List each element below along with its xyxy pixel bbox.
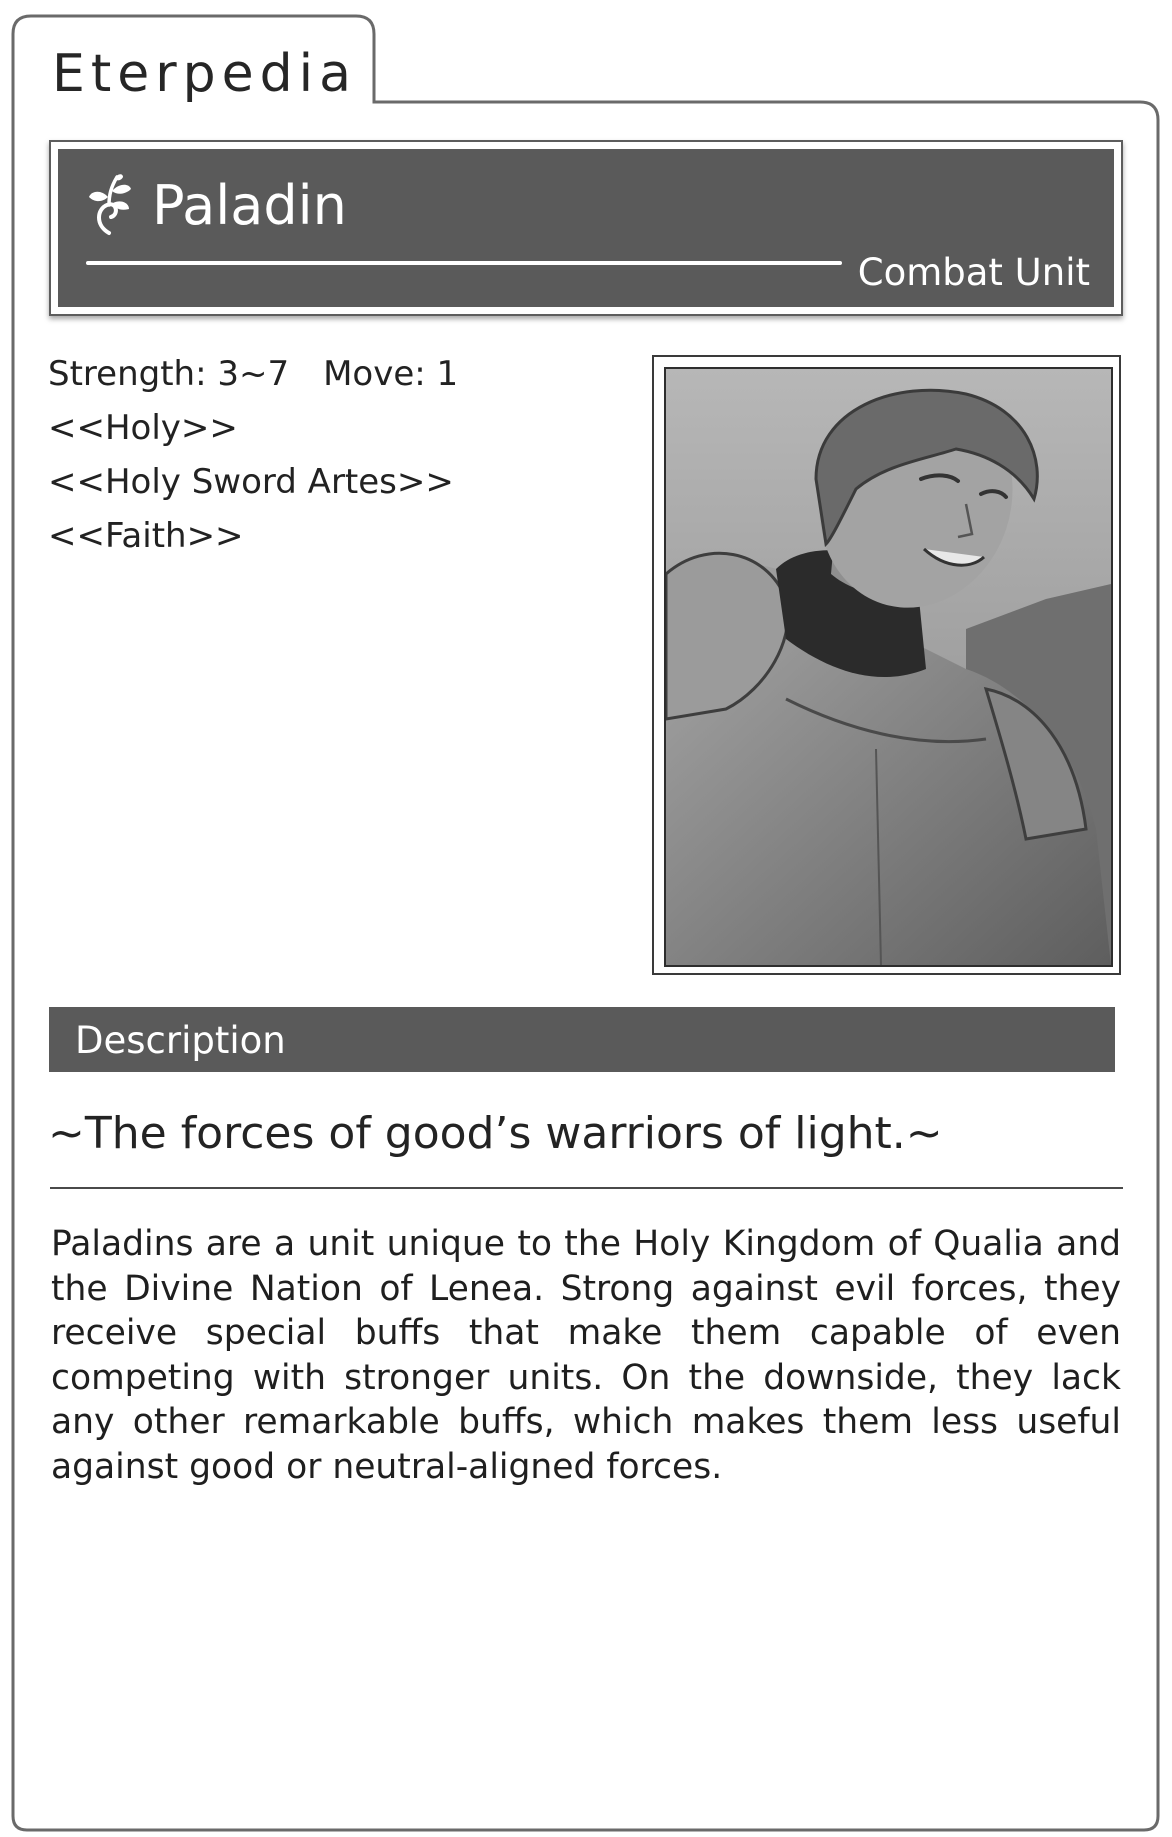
trait-holy-sword-artes: <<Holy Sword Artes>> [48, 462, 454, 502]
tagline-divider [50, 1187, 1123, 1189]
trait-holy: <<Holy>> [48, 408, 238, 448]
description-header [49, 1007, 1115, 1072]
unit-stats [48, 352, 458, 568]
unit-header [49, 140, 1123, 316]
paladin-portrait [664, 367, 1113, 967]
stats-line [48, 352, 458, 406]
description-body: Paladins are a unit unique to the Holy Kingdom of Qualia and the Divine Nation of Lenea. Strong against evil forces, they receive special buffs that make them capable of even competing with stronger units. On the downside, they lack any other remarkable buffs, which makes them less useful against good or neutral-aligned forces. [51, 1224, 1121, 1487]
strength-stat: Strength: 3~7 [48, 354, 290, 394]
unit-name: Paladin [152, 174, 347, 237]
move-stat: Move: 1 [323, 354, 459, 394]
eterpedia-tab-title: Eterpedia [52, 44, 357, 104]
unit-header-banner [58, 149, 1114, 307]
leaf-sprig-icon [87, 171, 135, 237]
unit-type-label: Combat Unit [857, 251, 1090, 294]
header-divider [86, 261, 842, 265]
portrait-frame [652, 355, 1121, 975]
trait-faith: <<Faith>> [48, 516, 244, 556]
description-tagline: ~The forces of good’s warriors of light.~ [48, 1108, 943, 1159]
paladin-illustration [666, 369, 1111, 965]
description-heading: Description [75, 1019, 286, 1062]
